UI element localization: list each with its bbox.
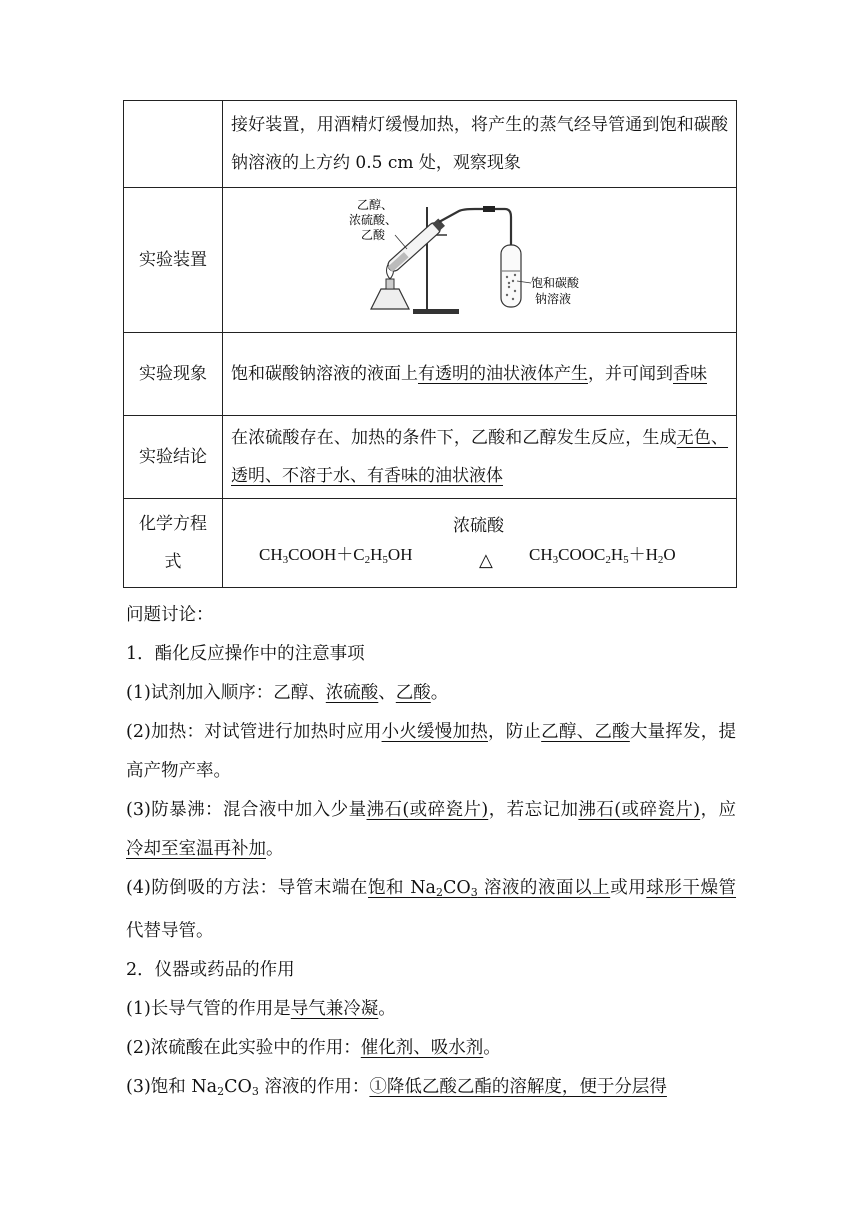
table-row	[124, 499, 737, 588]
label-solution-1: 饱和碳酸	[530, 276, 579, 290]
label-reagent-2: 浓硫酸、	[348, 213, 397, 227]
row-label: 实验现象	[124, 333, 223, 416]
reaction-condition: 浓硫酸	[453, 516, 504, 535]
conclusion-text: 在浓硫酸存在、加热的条件下，乙酸和乙醇发生反应，生成无色、透明、不溶于水、有香味的油状液体	[223, 416, 737, 499]
stand-base	[413, 309, 459, 314]
apparatus-cell	[223, 188, 737, 333]
row-label: 实验装置	[124, 188, 223, 333]
paragraph: (4)防倒吸的方法：导管末端在饱和 $Na_2CO_3$ 溶液的液面以上或用球形干燥管代替导管。	[126, 878, 737, 941]
experiment-table	[123, 100, 737, 588]
table-row	[124, 416, 737, 499]
label-solution-2: 钠溶液	[534, 292, 571, 306]
table-row	[124, 188, 737, 333]
paragraph: (2)加热：对试管进行加热时应用小火缓慢加热，防止乙醇、乙酸大量挥发，提高产物产率。	[126, 722, 737, 781]
phenomenon-text: 饱和碳酸钠溶液的液面上有透明的油状液体产生，并可闻到香味	[223, 333, 737, 416]
section-title: 问题讨论：	[126, 605, 214, 625]
subsection-heading: 2．仪器或药品的作用	[126, 960, 295, 980]
row-label: 化学方程 式	[124, 499, 223, 588]
subsection-heading: 1．酯化反应操作中的注意事项	[126, 644, 365, 664]
lamp	[371, 289, 409, 309]
label-reagent-1: 乙醇、	[356, 198, 393, 212]
paragraph: (3)防暴沸：混合液中加入少量沸石(或碎瓷片)，若忘记加沸石(或碎瓷片)，应冷却至室温再补加。	[126, 800, 737, 859]
chemical-equation: $CH_3COOH+C_2H_5OH$ 浓硫酸 △ $CH_3COOC_2H_5+H_2O$	[231, 503, 728, 583]
paragraph: (2)浓硫酸在此实验中的作用：催化剂、吸水剂。	[126, 1038, 501, 1058]
row-label: 实验结论	[124, 416, 223, 499]
procedure-text: 接好装置，用酒精灯缓慢加热，将产生的蒸气经导管通到饱和碳酸钠溶液的上方约 0.5 cm 处，观察现象	[223, 101, 737, 188]
delivery-tube	[439, 209, 511, 249]
paragraph: (1)长导气管的作用是导气兼冷凝。	[126, 999, 396, 1019]
heat-symbol: △	[479, 550, 493, 570]
paragraph: (3)饱和 $Na_2CO_3$ 溶液的作用：①降低乙酸乙酯的溶解度，便于分层得	[126, 1077, 667, 1098]
table-row	[124, 101, 737, 188]
equation-cell	[223, 499, 737, 588]
discussion-section	[126, 596, 736, 1111]
row-label	[124, 101, 223, 188]
receiving-tube	[501, 245, 521, 307]
table-row	[124, 333, 737, 416]
apparatus-diagram	[348, 197, 605, 323]
paragraph: (1)试剂加入顺序：乙醇、浓硫酸、乙酸。	[126, 683, 449, 703]
label-reagent-3: 乙酸	[360, 228, 385, 242]
